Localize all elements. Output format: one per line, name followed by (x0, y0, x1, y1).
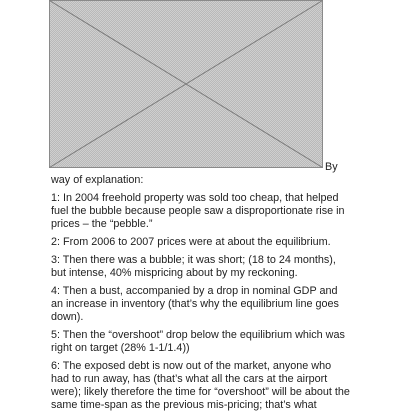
explanation-point-2: 2: From 2006 to 2007 prices were at about the equilibrium. (51, 236, 331, 248)
explanation-point-3: 3: Then there was a bubble; it was short; (18 to 24 months), but intense, 40% mispricing about by my reckoning. (51, 254, 336, 279)
explanation-point-1: 1: In 2004 freehold property was sold too cheap, that helped fuel the bubble because people saw a disproportionate rise in prices – the “pebble.” (51, 192, 345, 230)
lead-paragraph: way of explanation: (51, 174, 144, 186)
missing-image-icon (49, 0, 323, 168)
explanation-point-6: 6: The exposed debt is now out of the market, anyone who had to run away, has (that’s what all the cars at the airport were); likely therefore the time for “overshoot” will be about the same time-span as the previous mis-pricing; that’s what (51, 360, 350, 411)
lead-inline-text: By (325, 161, 338, 173)
explanation-point-4: 4: Then a bust, accompanied by a drop in nominal GDP and an increase in inventory (that’s why the equilibrium line goes down). (51, 285, 339, 323)
explanation-point-5: 5: Then the “overshoot” drop below the equilibrium which was right on target (28% 1-1/1.4)) (51, 329, 345, 354)
image-placeholder (49, 0, 323, 168)
article-body (51, 174, 351, 417)
